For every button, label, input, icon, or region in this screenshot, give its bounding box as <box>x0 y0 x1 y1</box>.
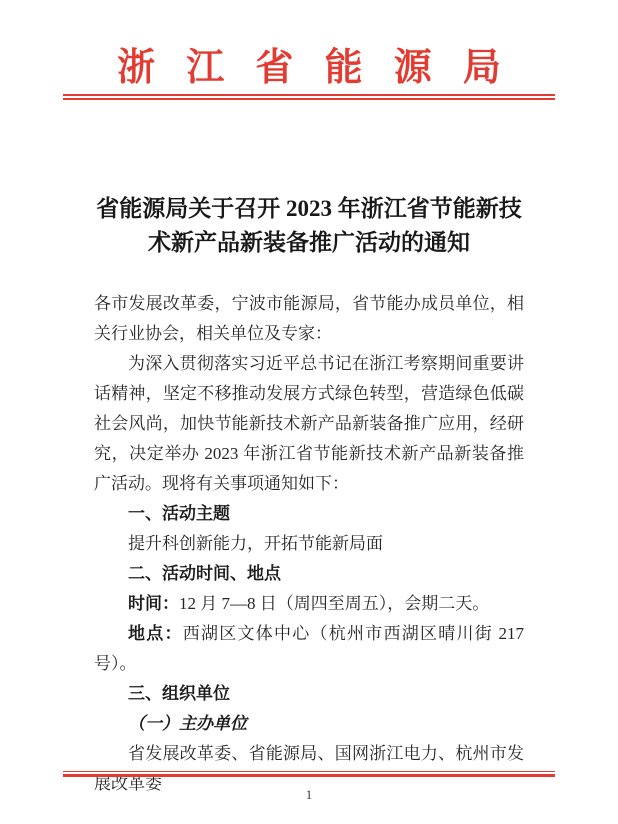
section-1-heading: 一、活动主题 <box>128 503 230 523</box>
document-body <box>94 289 524 799</box>
place-label: 地点： <box>128 623 183 643</box>
footer-divider <box>63 771 555 778</box>
document-title-line2: 术新产品新装备推广活动的通知 <box>148 229 470 255</box>
section-3-heading: 三、组织单位 <box>128 683 230 703</box>
subsection-1-heading: （一）主办单位 <box>128 713 247 733</box>
intro-paragraph: 为深入贯彻落实习近平总书记在浙江考察期间重要讲话精神，坚定不移推动发展方式绿色转型，营造绿色低碳社会风尚，加快节能新技术新产品新装备推广应用，经研究，决定举办 2023 年浙江省节能新技术新产品新装备推广活动。现将有关事项通知如下： <box>94 353 524 493</box>
agency-name: 浙江省能源局 <box>117 47 533 89</box>
letterhead-divider <box>63 94 555 100</box>
place-value: 西湖区文体中心（杭州市西湖区晴川街 217 号）。 <box>94 623 524 673</box>
time-line <box>94 589 524 619</box>
page-number: 1 <box>305 787 313 802</box>
section-2-heading: 二、活动时间、地点 <box>128 563 281 583</box>
organizers-paragraph: 省发展改革委、省能源局、国网浙江电力、杭州市发展改革委 <box>94 743 524 793</box>
document-title <box>0 192 618 260</box>
document-title-line1: 省能源局关于召开 2023 年浙江省节能新技 <box>96 195 522 221</box>
place-line <box>94 619 524 679</box>
activity-theme-line: 提升科创新能力，开拓节能新局面 <box>128 533 383 553</box>
recipients-paragraph: 各市发展改革委，宁波市能源局，省节能办成员单位，相关行业协会，相关单位及专家： <box>94 293 524 343</box>
time-label: 时间： <box>128 593 179 613</box>
letterhead <box>0 0 618 100</box>
time-value: 12 月 7—8 日（周四至周五），会期二天。 <box>179 593 490 613</box>
